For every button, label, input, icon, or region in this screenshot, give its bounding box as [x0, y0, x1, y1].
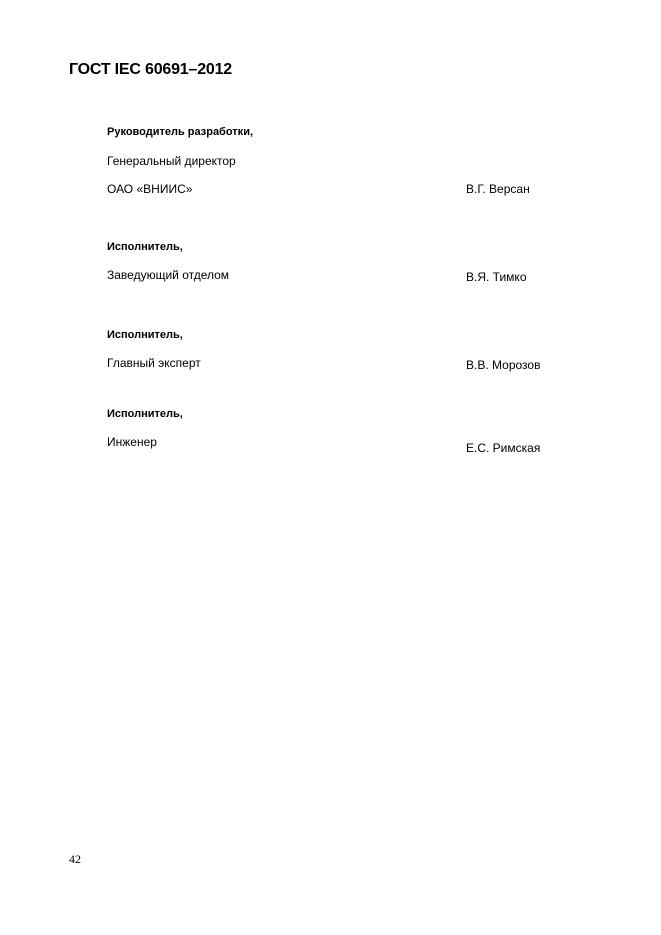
page-number: 42: [69, 852, 81, 866]
signatory-role: Исполнитель,: [107, 329, 183, 341]
signatory-position: Заведующий отделом: [107, 268, 230, 282]
signatory-name: В.Г. Версан: [466, 182, 530, 196]
signatory-organization: ОАО «ВНИИС»: [107, 182, 193, 196]
signatory-name: Е.С. Римская: [466, 441, 541, 455]
signatory-name: В.Я. Тимко: [466, 270, 527, 284]
signatory-position: Генеральный директор: [107, 154, 236, 168]
signatory-position: Инженер: [107, 435, 157, 449]
signatory-role: Исполнитель,: [107, 408, 183, 420]
signatory-position: Главный эксперт: [107, 356, 201, 370]
signatory-name: В.В. Морозов: [466, 358, 541, 372]
signatory-role: Руководитель разработки,: [107, 126, 254, 138]
signatory-role: Исполнитель,: [107, 241, 183, 253]
document-header-title: ГОСТ IEC 60691–2012: [69, 61, 232, 78]
